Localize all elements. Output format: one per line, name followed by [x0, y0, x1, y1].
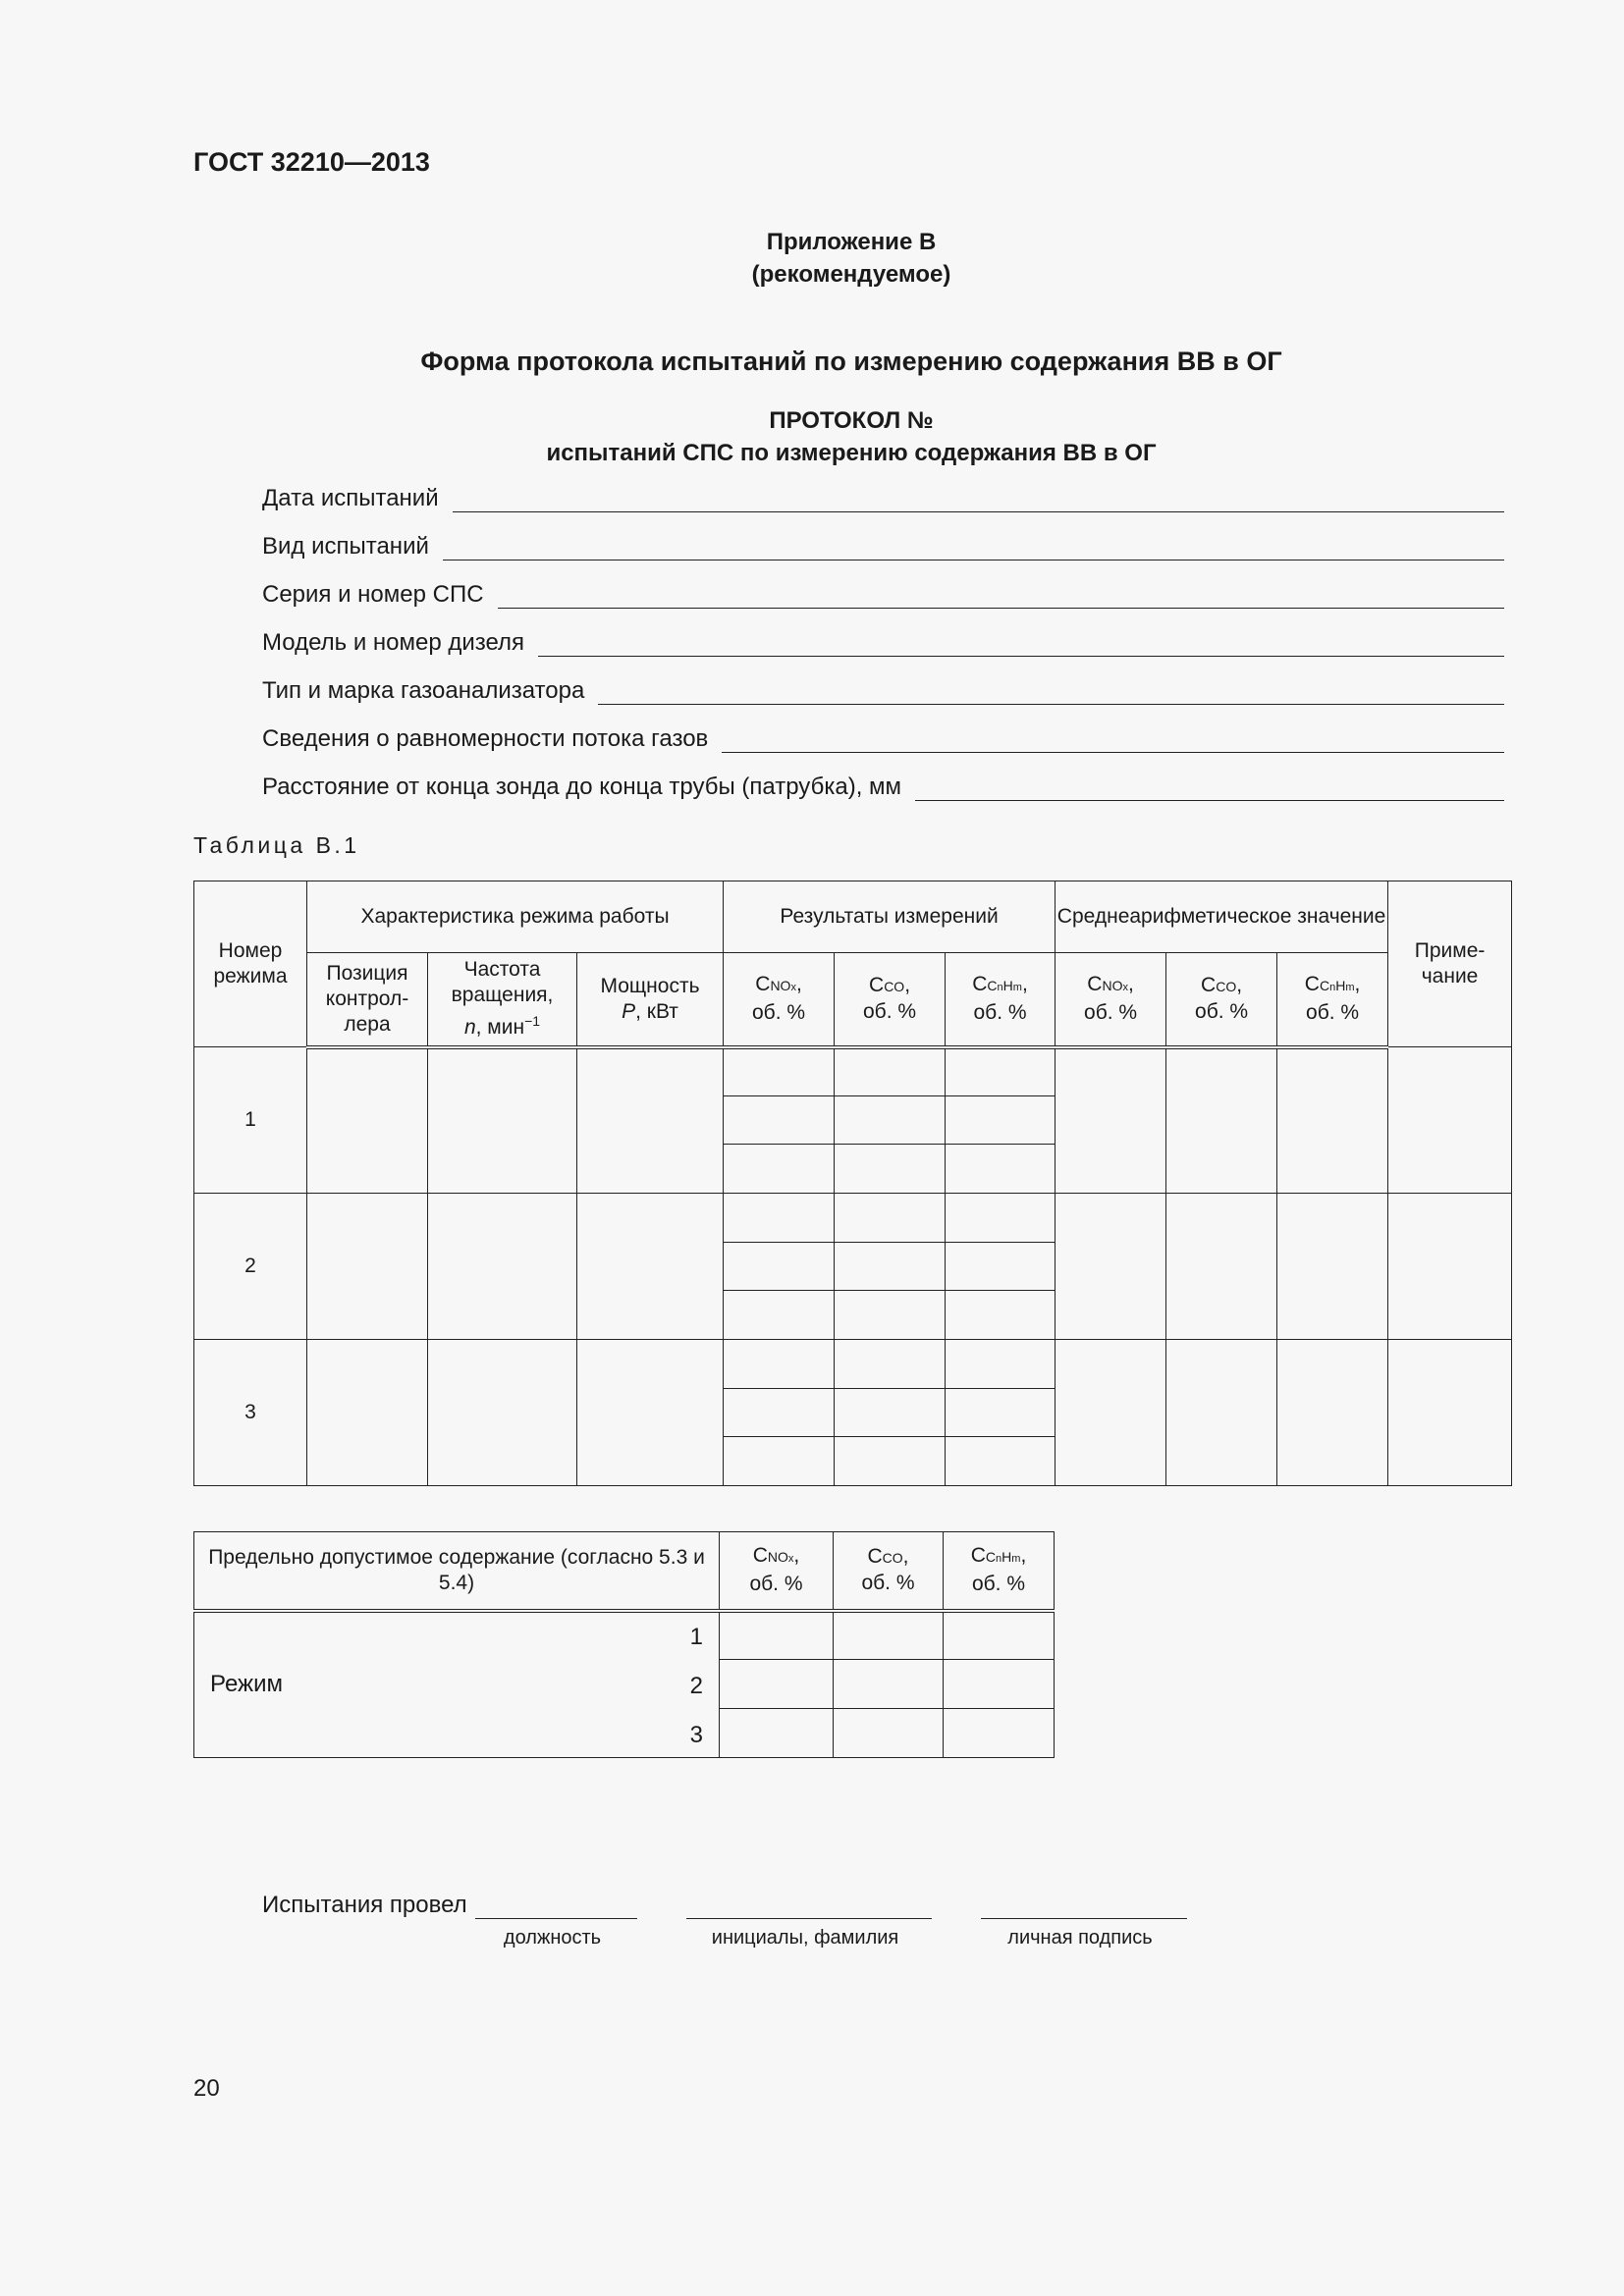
table-cell[interactable]: [946, 1243, 1056, 1291]
table-cell[interactable]: [946, 1437, 1056, 1486]
table-cell[interactable]: [724, 1145, 835, 1194]
table-row: [194, 1340, 1512, 1389]
table-cell[interactable]: [724, 1437, 835, 1486]
appendix-title: Приложение В: [766, 229, 937, 255]
signature-block: [262, 1891, 1187, 1949]
table-cell[interactable]: [946, 1291, 1056, 1340]
appendix-subtitle: (рекомендуемое): [751, 261, 951, 288]
protocol-title: ПРОТОКОЛ №: [769, 407, 934, 434]
protocol-subtitle: испытаний СПС по измерению содержания ВВ в ОГ: [546, 440, 1157, 466]
table-cell[interactable]: [944, 1660, 1055, 1709]
field-label: Тип и марка газоанализатора: [262, 677, 585, 704]
field-label: Модель и номер дизеля: [262, 629, 525, 656]
table-cell[interactable]: [428, 1194, 577, 1340]
field-diesel-model[interactable]: [262, 617, 1504, 657]
protocol-heading: [0, 404, 1624, 469]
limits-modes-cell: [194, 1611, 720, 1758]
field-label: Дата испытаний: [262, 485, 439, 511]
field-series-number[interactable]: [262, 569, 1504, 609]
page-number: 20: [193, 2075, 220, 2102]
field-label: Сведения о равномерности потока газов: [262, 725, 709, 752]
fill-line[interactable]: [453, 486, 1504, 512]
col-note-header: Приме-чание: [1388, 881, 1512, 1047]
table-cell[interactable]: [307, 1047, 428, 1194]
table-cell[interactable]: [724, 1389, 835, 1437]
table-cell[interactable]: [1277, 1340, 1388, 1486]
fill-line[interactable]: [598, 678, 1504, 705]
caption-name: инициалы, фамилия: [711, 1927, 899, 1949]
table-cell[interactable]: [307, 1340, 428, 1486]
table-cell[interactable]: [1388, 1194, 1512, 1340]
table-cell[interactable]: [1166, 1340, 1277, 1486]
mode-number: 2: [689, 1672, 703, 1699]
mode-number: 3: [194, 1340, 307, 1486]
table-cell[interactable]: [1277, 1194, 1388, 1340]
table-cell[interactable]: [1056, 1047, 1166, 1194]
table-cell[interactable]: [944, 1709, 1055, 1758]
document-code: ГОСТ 32210—2013: [193, 147, 430, 177]
table-cell[interactable]: [946, 1145, 1056, 1194]
table-row: [194, 1047, 1512, 1096]
field-label: Серия и номер СПС: [262, 581, 484, 608]
table-cell[interactable]: [724, 1047, 835, 1096]
table-caption: Таблица В.1: [193, 832, 360, 858]
table-cell[interactable]: [428, 1047, 577, 1194]
col-co-average: CCO, об. %: [1166, 953, 1277, 1047]
table-cell[interactable]: [577, 1194, 724, 1340]
table-cell[interactable]: [1277, 1047, 1388, 1194]
group-results: Результаты измерений: [724, 881, 1056, 953]
caption-sign: личная подпись: [1007, 1927, 1153, 1949]
form-title: Форма протокола испытаний по измерению содержания ВВ в ОГ: [420, 347, 1282, 376]
group-characteristics: Характеристика режима работы: [307, 881, 724, 953]
mode-number: 3: [689, 1721, 703, 1748]
table-cell[interactable]: [720, 1611, 834, 1660]
mode-number: 2: [194, 1194, 307, 1340]
table-cell[interactable]: [835, 1389, 946, 1437]
table-cell[interactable]: [720, 1709, 834, 1758]
mode-label: Режим: [210, 1670, 283, 1697]
table-cell[interactable]: [834, 1660, 944, 1709]
field-label: Расстояние от конца зонда до конца трубы (патрубка), мм: [262, 774, 902, 800]
field-label: Вид испытаний: [262, 533, 429, 560]
table-row: [194, 1194, 1512, 1243]
col-frequency-header: Частота вращения, n, мин$^{-1}$: [428, 953, 577, 1047]
fill-line[interactable]: [722, 726, 1504, 753]
table-cell[interactable]: [944, 1611, 1055, 1660]
col-cnhm-average: CCnHm, об. %: [1277, 953, 1388, 1047]
fill-line[interactable]: [498, 582, 1504, 609]
col-co-result: CCO, об. %: [835, 953, 946, 1047]
col-position-header: Позиция контрол-лера: [307, 953, 428, 1047]
caption-position: должность: [503, 1927, 602, 1949]
limits-header: Предельно допустимое содержание (согласно 5.3 и 5.4): [194, 1532, 720, 1611]
group-average: Среднеарифметическое значение: [1056, 881, 1388, 953]
table-cell[interactable]: [835, 1437, 946, 1486]
table-cell[interactable]: [1388, 1340, 1512, 1486]
table-cell[interactable]: [835, 1340, 946, 1389]
fill-line[interactable]: [443, 534, 1504, 561]
mode-number: 1: [194, 1047, 307, 1194]
fill-line[interactable]: [538, 630, 1504, 657]
col-nox-result: CNOx, об. %: [724, 953, 835, 1047]
field-test-date[interactable]: [262, 473, 1504, 512]
fill-line[interactable]: [915, 774, 1504, 801]
col-mode-header: Номер режима: [194, 881, 307, 1047]
table-cell[interactable]: [946, 1047, 1056, 1096]
table-cell[interactable]: [835, 1047, 946, 1096]
table-cell[interactable]: [724, 1243, 835, 1291]
table-cell[interactable]: [724, 1291, 835, 1340]
field-flow-uniformity[interactable]: [262, 714, 1504, 753]
limits-col-cnhm: CCnHm, об. %: [944, 1532, 1055, 1611]
field-test-type[interactable]: [262, 521, 1504, 561]
signature-label: Испытания провел: [262, 1892, 467, 1918]
appendix-heading: [0, 226, 1624, 291]
table-cell[interactable]: [835, 1291, 946, 1340]
table-cell[interactable]: [1388, 1047, 1512, 1194]
table-cell[interactable]: [307, 1194, 428, 1340]
mode-number: 1: [689, 1623, 703, 1650]
table-cell[interactable]: [946, 1389, 1056, 1437]
limits-table: [193, 1531, 1055, 1758]
signature-position-line[interactable]: [475, 1891, 637, 1919]
table-cell[interactable]: [1056, 1194, 1166, 1340]
table-cell[interactable]: [724, 1194, 835, 1243]
limits-col-nox: CNOx, об. %: [720, 1532, 834, 1611]
limits-col-co: CCO, об. %: [834, 1532, 944, 1611]
table-cell[interactable]: [1166, 1194, 1277, 1340]
table-cell[interactable]: [835, 1096, 946, 1145]
table-cell[interactable]: [835, 1194, 946, 1243]
table-cell[interactable]: [835, 1145, 946, 1194]
table-cell[interactable]: [577, 1340, 724, 1486]
col-cnhm-result: CCnHm, об. %: [946, 953, 1056, 1047]
field-probe-distance[interactable]: [262, 762, 1504, 801]
table-cell[interactable]: [428, 1340, 577, 1486]
table-cell[interactable]: [724, 1340, 835, 1389]
table-cell[interactable]: [835, 1243, 946, 1291]
table-cell[interactable]: [720, 1660, 834, 1709]
signature-sign-line[interactable]: [981, 1891, 1187, 1919]
field-analyzer-type[interactable]: [262, 666, 1504, 705]
signature-name-line[interactable]: [686, 1891, 932, 1919]
table-cell[interactable]: [724, 1096, 835, 1145]
table-cell[interactable]: [1056, 1340, 1166, 1486]
table-cell[interactable]: [946, 1096, 1056, 1145]
col-nox-average: CNOx, об. %: [1056, 953, 1166, 1047]
table-cell[interactable]: [1166, 1047, 1277, 1194]
col-power-header: Мощность P, кВт: [577, 953, 724, 1047]
table-cell[interactable]: [946, 1194, 1056, 1243]
measurement-table: [193, 881, 1512, 1486]
table-cell[interactable]: [577, 1047, 724, 1194]
table-cell[interactable]: [946, 1340, 1056, 1389]
table-cell[interactable]: [834, 1709, 944, 1758]
table-cell[interactable]: [834, 1611, 944, 1660]
